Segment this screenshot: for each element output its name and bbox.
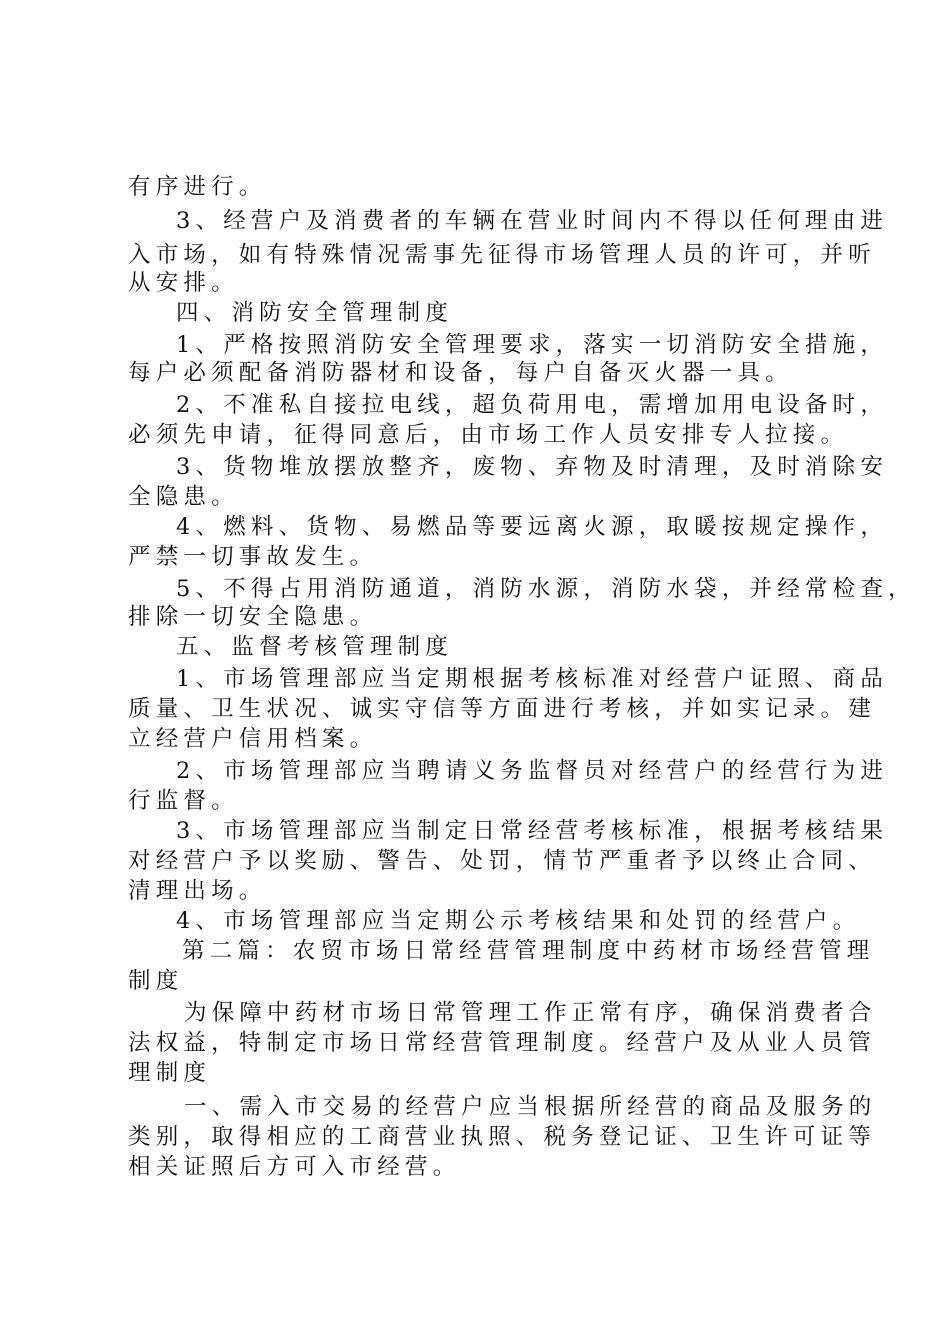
text-line: 4、市场管理部应当定期公示考核结果和处罚的经营户。 [176, 908, 861, 934]
section-heading: 五、监督考核管理制度 [176, 634, 454, 660]
text-line: 清理出场。 [128, 878, 267, 904]
text-line: 每户必须配备消防器材和设备，每户自备灭火器一具。 [128, 360, 793, 386]
section-heading: 四、消防安全管理制度 [176, 300, 454, 326]
text-line: 理制度 [128, 1060, 212, 1086]
text-line: 1、市场管理部应当定期根据考核标准对经营户证照、商品 [176, 666, 889, 692]
text-line: 有序进行。 [128, 174, 267, 200]
text-line: 立经营户信用档案。 [128, 726, 378, 752]
text-line: 3、经营户及消费者的车辆在营业时间内不得以任何理由进 [176, 208, 889, 234]
text-line: 排除一切安全隐患。 [128, 604, 378, 630]
text-line: 为保障中药材市场日常管理工作正常有序，确保消费者合 [184, 1000, 877, 1026]
text-line: 2、市场管理部应当聘请义务监督员对经营户的经营行为进 [176, 758, 889, 784]
text-line: 1、严格按照消防安全管理要求，落实一切消防安全措施， [176, 332, 889, 358]
text-line: 一、需入市交易的经营户应当根据所经营的商品及服务的 [184, 1094, 877, 1120]
text-line: 3、市场管理部应当制定日常经营考核标准，根据考核结果 [176, 818, 889, 844]
text-line: 法权益，特制定市场日常经营管理制度。经营户及从业人员管 [128, 1030, 876, 1056]
text-line: 相关证照后方可入市经营。 [128, 1154, 461, 1180]
chapter-heading: 第二篇：农贸市场日常经营管理制度中药材市场经营管理 [182, 938, 875, 964]
text-line: 对经营户予以奖励、警告、处罚，情节严重者予以终止合同、 [128, 848, 876, 874]
text-line: 行监督。 [128, 788, 239, 814]
text-line: 3、货物堆放摆放整齐，废物、弃物及时清理，及时消除安 [176, 454, 889, 480]
text-line: 4、燃料、货物、易燃品等要远离火源，取暖按规定操作， [176, 514, 889, 540]
text-line: 质量、卫生状况、诚实守信等方面进行考核，并如实记录。建 [128, 696, 876, 722]
text-line: 2、不准私自接拉电线，超负荷用电，需增加用电设备时， [176, 392, 889, 418]
chapter-heading: 制度 [128, 968, 184, 994]
text-line: 5、不得占用消防通道，消防水源，消防水袋，并经常检查， [176, 576, 916, 602]
text-line: 全隐患。 [128, 484, 239, 510]
text-line: 从安排。 [128, 270, 239, 296]
text-line: 严禁一切事故发生。 [128, 544, 378, 570]
text-line: 入市场，如有特殊情况需事先征得市场管理人员的许可，并听 [128, 242, 876, 268]
text-line: 类别，取得相应的工商营业执照、税务登记证、卫生许可证等 [128, 1124, 876, 1150]
text-line: 必须先申请，征得同意后，由市场工作人员安排专人拉接。 [128, 422, 849, 448]
